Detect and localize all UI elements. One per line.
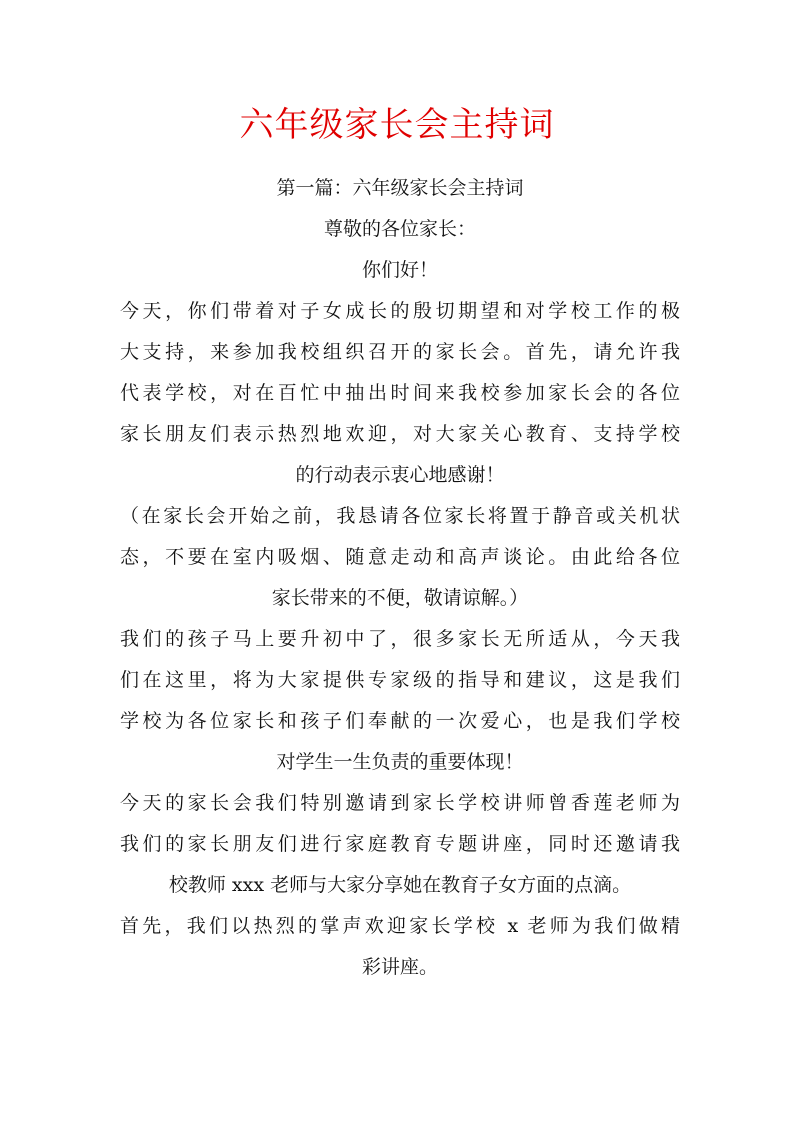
paragraph-line: 首先，我们以热烈的掌声欢迎家长学校 x 老师为我们做精 bbox=[120, 915, 680, 937]
paragraph-line: 今天的家长会我们特别邀请到家长学校讲师曾香莲老师为 bbox=[120, 792, 680, 814]
paragraph-line: （在家长会开始之前，我恳请各位家长将置于静音或关机状 bbox=[120, 505, 680, 527]
section-heading: 第一篇：六年级家长会主持词 bbox=[276, 177, 524, 199]
document-title: 六年级家长会主持词 bbox=[239, 105, 555, 145]
greeting: 你们好！ bbox=[361, 259, 438, 281]
document-body bbox=[120, 168, 680, 988]
paragraph-line: 我们的孩子马上要升初中了，很多家长无所适从，今天我 bbox=[120, 628, 680, 650]
paragraph-line: 的行动表示衷心地感谢！ bbox=[295, 464, 505, 486]
paragraph-line: 代表学校，对在百忙中抽出时间来我校参加家长会的各位 bbox=[120, 382, 680, 404]
paragraph-line: 家长带来的不便，敬请谅解。） bbox=[271, 587, 529, 609]
paragraph-line: 校教师 xxx 老师与大家分享她在教育子女方面的点滴。 bbox=[168, 874, 632, 896]
paragraph-line: 学校为各位家长和孩子们奉献的一次爱心，也是我们学校 bbox=[120, 710, 680, 732]
paragraph-line: 态，不要在室内吸烟、随意走动和高声谈论。由此给各位 bbox=[120, 546, 680, 568]
paragraph-line: 家长朋友们表示热烈地欢迎，对大家关心教育、支持学校 bbox=[120, 423, 680, 445]
paragraph-line: 彩讲座。 bbox=[361, 956, 438, 978]
paragraph-line: 大支持，来参加我校组织召开的家长会。首先，请允许我 bbox=[120, 341, 680, 363]
paragraph-line: 对学生一生负责的重要体现！ bbox=[276, 751, 524, 773]
paragraph-line: 们在这里，将为大家提供专家级的指导和建议，这是我们 bbox=[120, 669, 680, 691]
paragraph-line: 我们的家长朋友们进行家庭教育专题讲座，同时还邀请我 bbox=[120, 833, 680, 855]
paragraph-line: 今天，你们带着对子女成长的殷切期望和对学校工作的极 bbox=[120, 300, 680, 322]
salutation: 尊敬的各位家长： bbox=[323, 218, 476, 240]
